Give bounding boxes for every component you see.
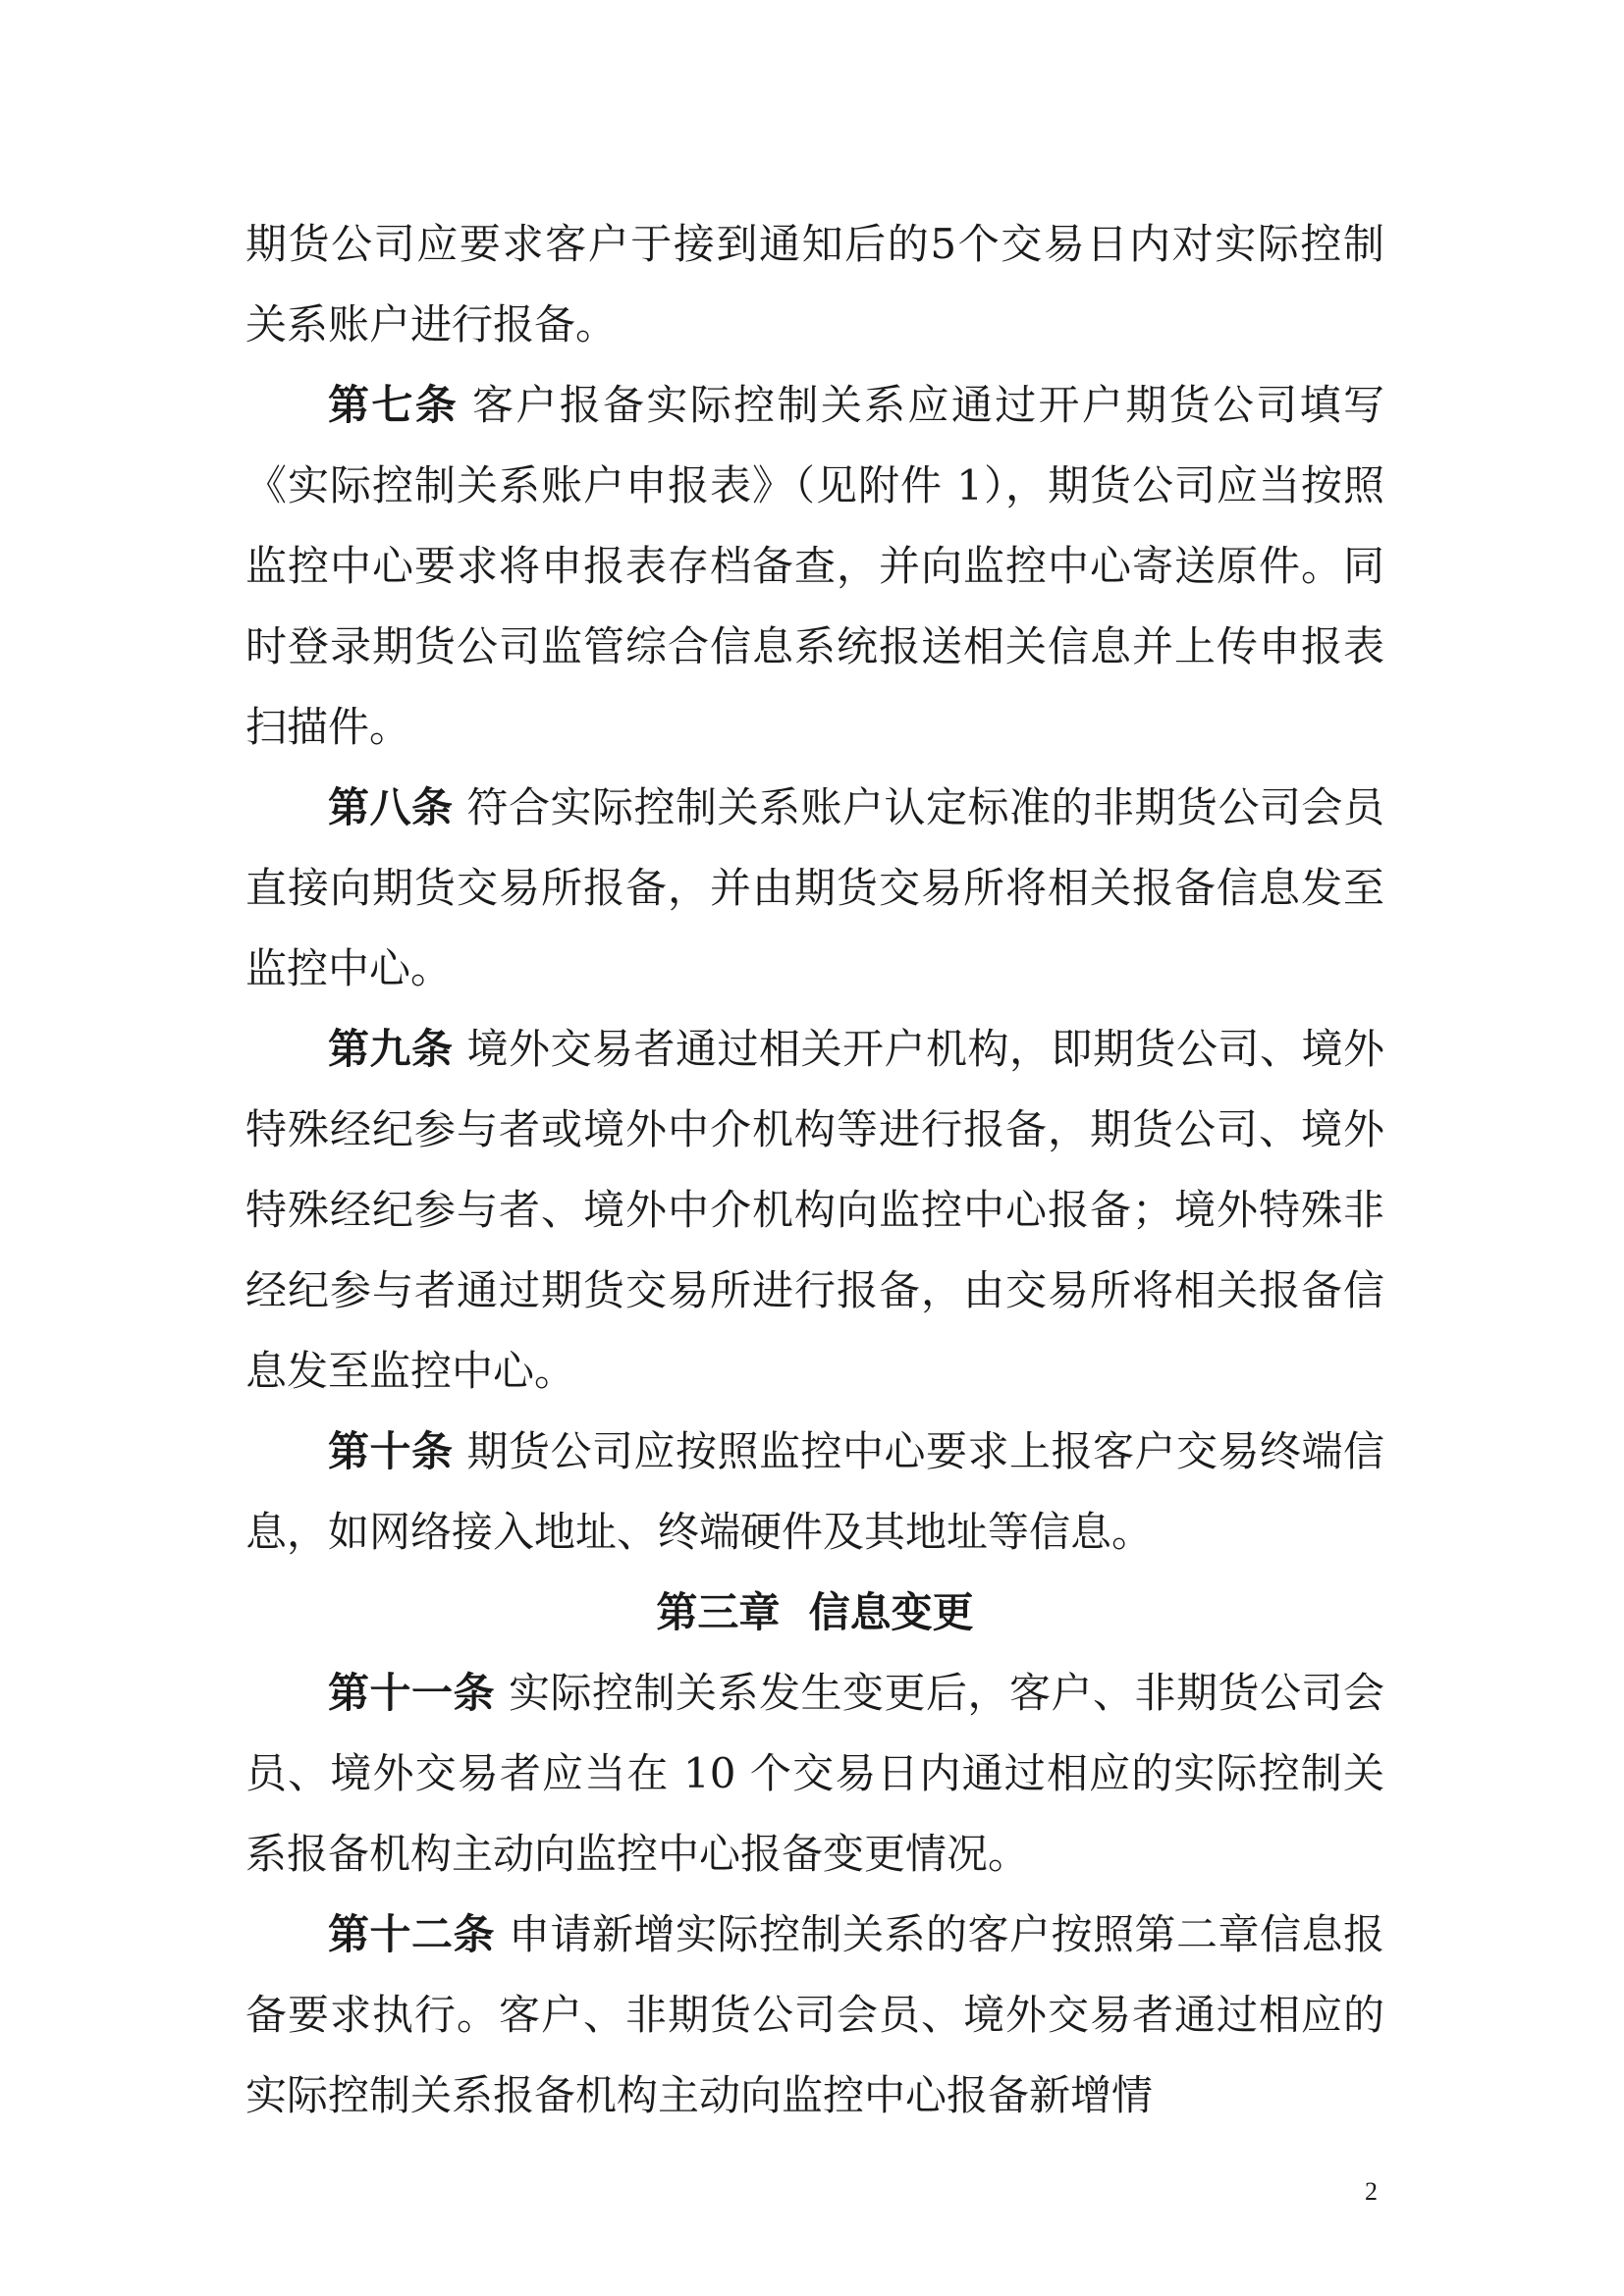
article-label: 第十条 — [328, 1427, 454, 1475]
article-text: 客户报备实际控制关系应通过开户期货公司填写《实际控制关系账户申报表》（见附件 1），期货公司应当按照监控中心要求将申报表存档备查，并向监控中心寄送原件。同时登录期货公司监管综合信息系统报送相关信息并上传申报表扫描件。 — [245, 381, 1384, 751]
article-text: 境外交易者通过相关开户机构，即期货公司、境外特殊经纪参与者或境外中介机构等进行报备，期货公司、境外特殊经纪参与者、境外中介机构向监控中心报备；境外特殊非经纪参与者通过期货交易所进行报备，由交易所将相关报备信息发至监控中心。 — [245, 1025, 1384, 1395]
article-text: 申请新增实际控制关系的客户按照第二章信息报备要求执行。客户、非期货公司会员、境外交易者通过相应的实际控制关系报备机构主动向监控中心报备新增情 — [245, 1910, 1384, 2119]
article-7 — [245, 365, 1384, 768]
article-label: 第十二条 — [328, 1910, 495, 1958]
page-number: 2 — [1365, 2177, 1378, 2206]
article-text: 实际控制关系发生变更后，客户、非期货公司会员、境外交易者应当在 10 个交易日内通过相应的实际控制关系报备机构主动向监控中心报备变更情况。 — [245, 1669, 1384, 1878]
article-12 — [245, 1895, 1384, 2136]
article-11 — [245, 1653, 1384, 1895]
chapter-heading: 第三章 信息变更 — [656, 1588, 974, 1636]
paragraph-continuation — [245, 204, 1384, 365]
article-label: 第九条 — [328, 1025, 454, 1073]
paragraph-text: 期货公司应要求客户于接到通知后的5个交易日内对实际控制关系账户进行报备。 — [245, 220, 1384, 348]
article-label: 第十一条 — [328, 1669, 495, 1717]
article-8 — [245, 768, 1384, 1009]
article-label: 第七条 — [328, 381, 460, 429]
article-9 — [245, 1009, 1384, 1412]
article-text: 期货公司应按照监控中心要求上报客户交易终端信息，如网络接入地址、终端硬件及其地址等信息。 — [245, 1427, 1384, 1556]
document-body — [245, 204, 1384, 2136]
article-text: 符合实际控制关系账户认定标准的非期货公司会员直接向期货交易所报备，并由期货交易所将相关报备信息发至监控中心。 — [245, 783, 1384, 992]
article-label: 第八条 — [328, 783, 454, 831]
article-10 — [245, 1412, 1384, 1573]
